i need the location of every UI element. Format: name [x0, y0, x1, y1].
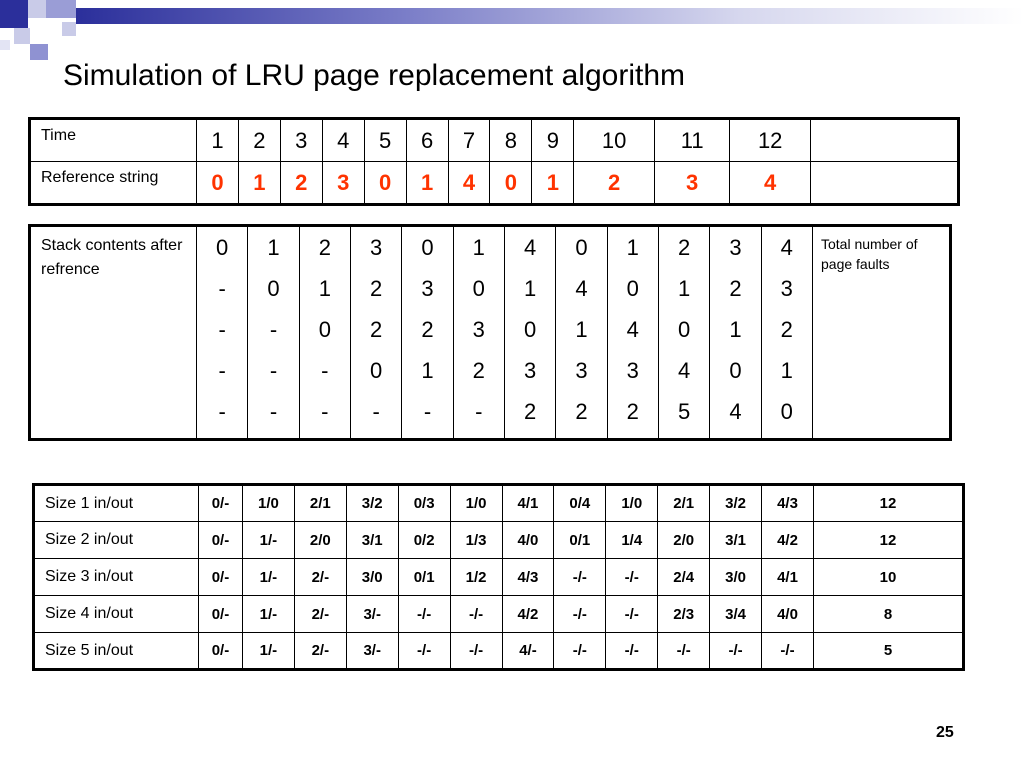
page-fault-total: 12 — [814, 485, 964, 522]
stack-column — [658, 226, 709, 440]
stack-column — [607, 226, 658, 440]
stack-value: 0 — [729, 358, 742, 383]
stack-value: 1 — [421, 358, 434, 383]
inout-cell: 4/0 — [502, 522, 554, 559]
inout-cell: 0/- — [199, 485, 243, 522]
time-cell: 7 — [448, 119, 490, 162]
inout-cell: 0/- — [199, 559, 243, 596]
inout-cell: 4/2 — [762, 522, 814, 559]
inout-cell: 3/2 — [710, 485, 762, 522]
inout-cell: 1/0 — [606, 485, 658, 522]
stack-value: 1 — [780, 358, 793, 383]
stack-value: 0 — [677, 317, 691, 342]
inout-label: Size 5 in/out — [34, 633, 199, 670]
time-cell: 9 — [532, 119, 574, 162]
time-reference-table — [28, 117, 960, 206]
stack-value: 0 — [780, 399, 793, 424]
stack-row — [30, 226, 951, 440]
inout-cell: 1/- — [242, 633, 294, 670]
stack-value: 2 — [575, 399, 588, 424]
stack-column — [710, 226, 761, 440]
stack-table — [28, 224, 952, 441]
stack-value: - — [269, 399, 278, 424]
stack-value: 2 — [421, 317, 434, 342]
inout-cell: 2/0 — [294, 522, 346, 559]
inout-cell: 3/0 — [710, 559, 762, 596]
inout-cell: 3/- — [346, 596, 398, 633]
reference-cell: 4 — [448, 162, 490, 205]
inout-cell: 2/0 — [658, 522, 710, 559]
time-cell: 10 — [574, 119, 655, 162]
page-fault-total: 12 — [814, 522, 964, 559]
stack-value: 1 — [626, 235, 639, 260]
stack-value: - — [269, 358, 278, 383]
inout-cell: 3/2 — [346, 485, 398, 522]
inout-cell: 4/3 — [502, 559, 554, 596]
stack-value: 2 — [370, 276, 383, 301]
inout-label: Size 1 in/out — [34, 485, 199, 522]
inout-cell: -/- — [554, 596, 606, 633]
header-gradient-bar — [76, 8, 1024, 24]
inout-cell: 4/0 — [762, 596, 814, 633]
inout-cell: -/- — [398, 633, 450, 670]
inout-cell: 4/- — [502, 633, 554, 670]
inout-row — [34, 633, 964, 670]
stack-value: 3 — [575, 358, 588, 383]
stack-value: 3 — [370, 235, 383, 260]
stack-value: 3 — [626, 358, 639, 383]
inout-cell: -/- — [606, 596, 658, 633]
stack-value: - — [269, 317, 278, 342]
time-row — [30, 119, 959, 162]
stack-value: 0 — [524, 317, 537, 342]
stack-value: 1 — [524, 276, 537, 301]
decor-square — [28, 0, 46, 18]
stack-value: 4 — [524, 235, 537, 260]
stack-value: 5 — [677, 399, 691, 424]
inout-cell: 2/3 — [658, 596, 710, 633]
inout-label: Size 4 in/out — [34, 596, 199, 633]
stack-value: 2 — [472, 358, 485, 383]
stack-value: 4 — [575, 276, 588, 301]
stack-column — [248, 226, 299, 440]
inout-cell: 1/3 — [450, 522, 502, 559]
stack-column — [299, 226, 350, 440]
stack-value: - — [321, 358, 329, 383]
inout-label: Size 2 in/out — [34, 522, 199, 559]
inout-cell: -/- — [606, 633, 658, 670]
inout-table — [32, 483, 965, 671]
stack-value: 1 — [472, 235, 485, 260]
stack-value: 4 — [626, 317, 639, 342]
decor-square — [14, 28, 30, 44]
reference-cell: 3 — [322, 162, 364, 205]
stack-value: - — [218, 276, 226, 301]
inout-cell: 1/- — [242, 522, 294, 559]
inout-cell: 2/- — [294, 559, 346, 596]
stack-value: 2 — [370, 317, 383, 342]
reference-label: Reference string — [30, 162, 197, 205]
inout-cell: -/- — [450, 596, 502, 633]
stack-value: 0 — [216, 235, 229, 260]
slide-title: Simulation of LRU page replacement algorithm — [63, 59, 685, 92]
stack-value: 2 — [780, 317, 793, 342]
inout-cell: 0/- — [199, 522, 243, 559]
inout-cell: 2/- — [294, 596, 346, 633]
reference-row — [30, 162, 959, 205]
inout-cell: -/- — [554, 559, 606, 596]
stack-value: 2 — [677, 235, 691, 260]
time-cell: 8 — [490, 119, 532, 162]
stack-value: - — [218, 358, 226, 383]
time-cell: 6 — [406, 119, 448, 162]
inout-row — [34, 522, 964, 559]
reference-cell: 3 — [654, 162, 729, 205]
stack-column — [504, 226, 555, 440]
page-number: 25 — [936, 724, 954, 741]
stack-value: 1 — [729, 317, 742, 342]
time-label: Time — [30, 119, 197, 162]
stack-value: 3 — [472, 317, 485, 342]
inout-cell: 4/3 — [762, 485, 814, 522]
inout-cell: -/- — [710, 633, 762, 670]
reference-cell: 2 — [574, 162, 655, 205]
stack-value: - — [218, 317, 226, 342]
inout-cell: -/- — [398, 596, 450, 633]
stack-value: 0 — [267, 276, 280, 301]
stack-value: - — [321, 399, 329, 424]
stack-value: 4 — [780, 235, 793, 260]
time-cell: 12 — [730, 119, 811, 162]
empty-cell — [811, 162, 959, 205]
stack-value: 3 — [729, 235, 742, 260]
inout-cell: 3/1 — [710, 522, 762, 559]
reference-cell: 0 — [364, 162, 406, 205]
inout-cell: 2/1 — [294, 485, 346, 522]
time-cell: 4 — [322, 119, 364, 162]
inout-cell: 1/0 — [450, 485, 502, 522]
time-cell: 5 — [364, 119, 406, 162]
decor-square — [62, 22, 76, 36]
stack-value: 0 — [626, 276, 639, 301]
stack-value: 1 — [677, 276, 691, 301]
stack-column — [761, 226, 812, 440]
inout-cell: 2/1 — [658, 485, 710, 522]
decor-square — [30, 44, 48, 60]
reference-cell: 1 — [238, 162, 280, 205]
stack-value: 3 — [780, 276, 793, 301]
stack-value: 2 — [626, 399, 639, 424]
inout-row — [34, 559, 964, 596]
time-cell: 3 — [280, 119, 322, 162]
inout-cell: 3/1 — [346, 522, 398, 559]
stack-value: 4 — [729, 399, 742, 424]
stack-value: - — [475, 399, 483, 424]
stack-column — [402, 226, 453, 440]
inout-cell: 3/4 — [710, 596, 762, 633]
stack-value: 1 — [267, 235, 280, 260]
inout-cell: 0/3 — [398, 485, 450, 522]
decor-square — [0, 0, 28, 28]
inout-cell: 1/0 — [242, 485, 294, 522]
page-fault-total: 10 — [814, 559, 964, 596]
decor-square — [0, 40, 10, 50]
inout-cell: 3/- — [346, 633, 398, 670]
time-cell: 2 — [238, 119, 280, 162]
stack-value: - — [372, 399, 380, 424]
page-fault-total: 8 — [814, 596, 964, 633]
reference-cell: 4 — [730, 162, 811, 205]
inout-cell: 1/- — [242, 596, 294, 633]
inout-cell: -/- — [658, 633, 710, 670]
inout-row — [34, 485, 964, 522]
inout-cell: 1/- — [242, 559, 294, 596]
inout-cell: -/- — [554, 633, 606, 670]
reference-cell: 1 — [406, 162, 448, 205]
reference-cell: 2 — [280, 162, 322, 205]
reference-cell: 0 — [197, 162, 239, 205]
stack-value: 0 — [575, 235, 588, 260]
inout-cell: -/- — [606, 559, 658, 596]
decor-square — [46, 0, 76, 18]
inout-cell: 4/1 — [502, 485, 554, 522]
inout-cell: -/- — [762, 633, 814, 670]
inout-cell: 2/4 — [658, 559, 710, 596]
inout-cell: 0/2 — [398, 522, 450, 559]
stack-value: 2 — [524, 399, 537, 424]
inout-cell: 0/- — [199, 596, 243, 633]
time-cell: 11 — [654, 119, 729, 162]
time-cell: 1 — [197, 119, 239, 162]
stack-column — [556, 226, 607, 440]
stack-value: 1 — [575, 317, 588, 342]
inout-cell: 0/1 — [554, 522, 606, 559]
stack-column — [197, 226, 248, 440]
stack-value: 4 — [677, 358, 691, 383]
inout-cell: 1/2 — [450, 559, 502, 596]
inout-cell: 3/0 — [346, 559, 398, 596]
stack-column — [453, 226, 504, 440]
stack-value: 0 — [421, 235, 434, 260]
stack-value: 3 — [524, 358, 537, 383]
stack-value: 2 — [318, 235, 331, 260]
stack-value: 0 — [472, 276, 485, 301]
reference-cell: 1 — [532, 162, 574, 205]
stack-column — [350, 226, 401, 440]
inout-cell: 0/1 — [398, 559, 450, 596]
stack-value: 2 — [729, 276, 742, 301]
page-faults-note: Total number of page faults — [813, 226, 951, 440]
inout-cell: 0/- — [199, 633, 243, 670]
inout-cell: 4/2 — [502, 596, 554, 633]
stack-value: - — [218, 399, 226, 424]
stack-value: - — [423, 399, 432, 424]
inout-cell: -/- — [450, 633, 502, 670]
inout-row — [34, 596, 964, 633]
reference-cell: 0 — [490, 162, 532, 205]
inout-label: Size 3 in/out — [34, 559, 199, 596]
inout-cell: 2/- — [294, 633, 346, 670]
inout-cell: 0/4 — [554, 485, 606, 522]
empty-cell — [811, 119, 959, 162]
stack-value: 1 — [318, 276, 331, 301]
inout-cell: 1/4 — [606, 522, 658, 559]
inout-cell: 4/1 — [762, 559, 814, 596]
stack-label: Stack contents after refrence — [30, 226, 197, 440]
page-fault-total: 5 — [814, 633, 964, 670]
stack-value: 0 — [318, 317, 331, 342]
stack-value: 3 — [421, 276, 434, 301]
stack-value: 0 — [370, 358, 383, 383]
